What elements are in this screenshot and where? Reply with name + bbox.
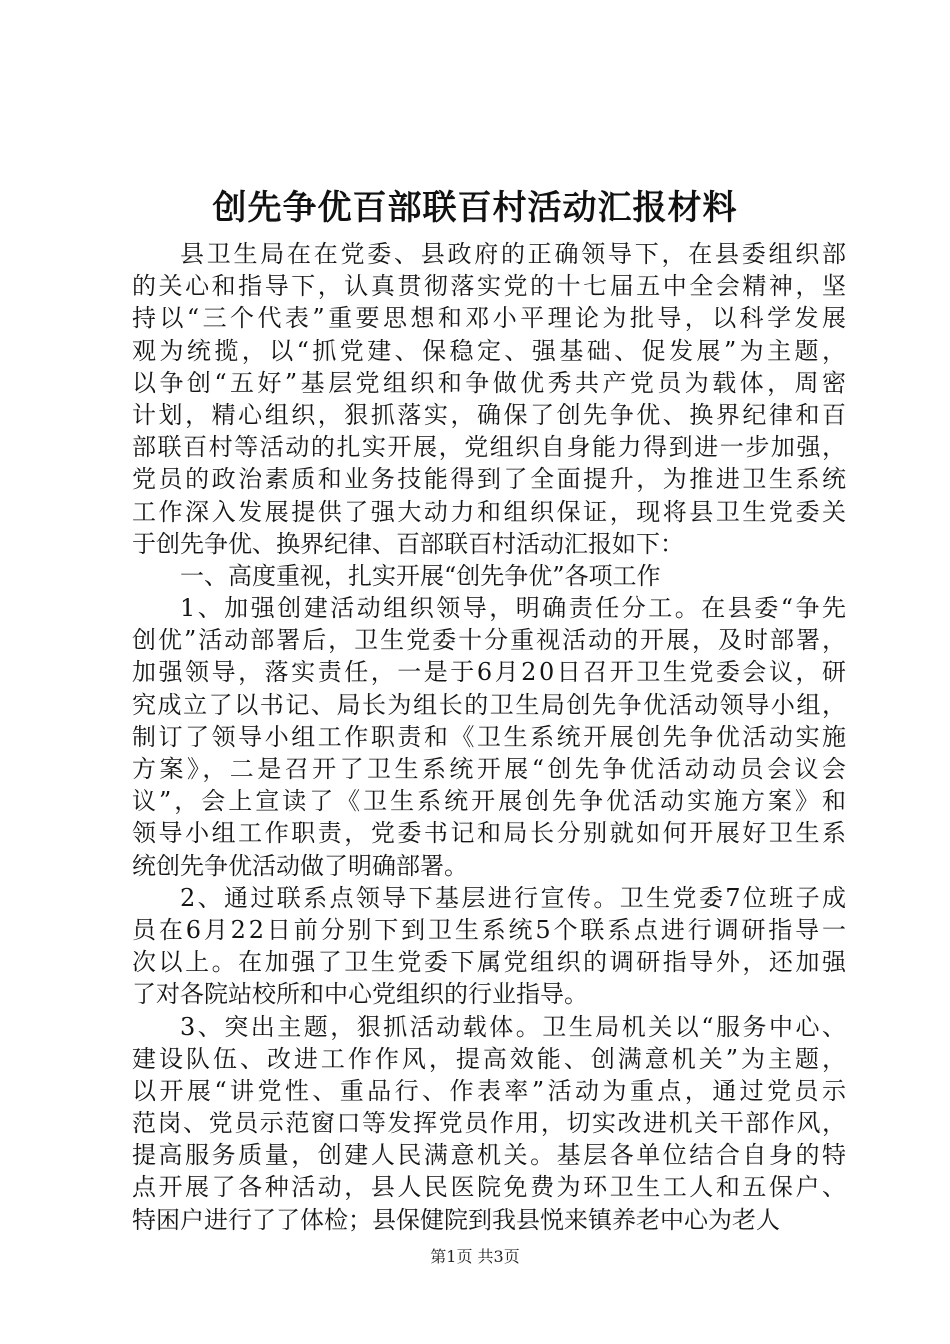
body-line: 3、突出主题，狠抓活动载体。卫生局机关以“服务中心、 (180, 1012, 849, 1041)
body-line: 员在6月22日前分别下到卫生系统5个联系点进行调研指导一 (132, 915, 849, 944)
body-line: 议”，会上宣读了《卫生系统开展创先争优活动实施方案》和 (132, 787, 849, 816)
body-line: 工作深入发展提供了强大动力和组织保证，现将县卫生党委关 (132, 497, 849, 526)
body-line: 于创先争优、换界纪律、百部联百村活动汇报如下： (132, 529, 684, 558)
body-line: 提高服务质量，创建人民满意机关。基层各单位结合自身的特 (132, 1141, 849, 1170)
body-line: 的关心和指导下，认真贯彻落实党的十七届五中全会精神，坚 (132, 272, 849, 301)
body-line: 究成立了以书记、局长为组长的卫生局创先争优活动领导小组， (132, 690, 848, 719)
body-line: 1、加强创建活动组织领导，明确责任分工。在县委“争先 (180, 594, 849, 623)
body-line: 一、高度重视，扎实开展“创先争优”各项工作 (180, 561, 661, 590)
body-line: 领导小组工作职责，党委书记和局长分别就如何开展好卫生系 (132, 819, 849, 848)
body-line: 特困户进行了了体检；县保健院到我县悦来镇养老中心为老人 (132, 1205, 780, 1234)
body-line: 范岗、党员示范窗口等发挥党员作用，切实改进机关干部作风， (132, 1109, 848, 1138)
body-line: 计划，精心组织，狠抓落实，确保了创先争优、换界纪律和百 (132, 400, 849, 429)
body-line: 持以“三个代表”重要思想和邓小平理论为批导，以科学发展 (132, 304, 850, 333)
body-line: 统创先争优活动做了明确部署。 (132, 851, 468, 880)
body-line: 点开展了各种活动，县人民医院免费为环卫生工人和五保户、 (132, 1173, 849, 1202)
body-line: 方案》，二是召开了卫生系统开展“创先争优活动动员会议会 (132, 755, 850, 783)
body-line: 制订了领导小组工作职责和《卫生系统开展创先争优活动实施 (132, 722, 849, 751)
body-line: 加强领导，落实责任，一是于6月20日召开卫生党委会议，研 (132, 658, 849, 687)
body-line: 次以上。在加强了卫生党委下属党组织的调研指导外，还加强 (132, 948, 849, 977)
body-line: 县卫生局在在党委、县政府的正确领导下，在县委组织部 (180, 240, 849, 268)
document-title: 创先争优百部联百村活动汇报材料 (212, 188, 738, 228)
body-line: 创优”活动部署后，卫生党委十分重视活动的开展，及时部署， (132, 626, 848, 655)
body-line: 以开展“讲党性、重品行、作表率”活动为重点，通过党员示 (132, 1076, 850, 1105)
body-line: 建设队伍、改进工作作风，提高效能、创满意机关”为主题， (132, 1044, 849, 1073)
body-line: 2、通过联系点领导下基层进行宣传。卫生党委7位班子成 (180, 883, 849, 912)
page-footer: 第1页 共3页 (430, 1247, 520, 1266)
body-line: 党员的政治素质和业务技能得到了全面提升，为推进卫生系统 (132, 465, 849, 494)
body-line: 部联百村等活动的扎实开展，党组织自身能力得到进一步加强， (132, 433, 848, 462)
body-line: 了对各院站校所和中心党组织的行业指导。 (132, 980, 588, 1009)
document-body (132, 238, 850, 1236)
body-line: 观为统揽，以“抓党建、保稳定、强基础、促发展”为主题， (132, 336, 850, 365)
body-line: 以争创“五好”基层党组织和争做优秀共产党员为载体，周密 (132, 368, 850, 397)
